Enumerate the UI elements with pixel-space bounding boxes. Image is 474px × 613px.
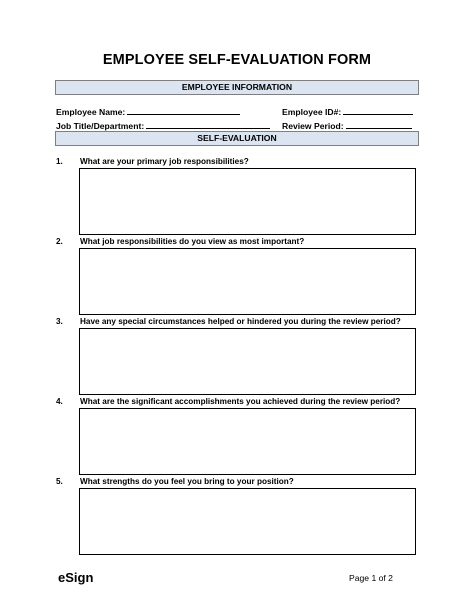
review-period-input-line[interactable]	[346, 119, 412, 129]
question-2-answer-box[interactable]	[79, 248, 416, 315]
question-1-text: What are your primary job responsibilities?	[80, 157, 249, 166]
question-5-number: 5.	[56, 477, 63, 486]
job-title-input-line[interactable]	[146, 119, 270, 129]
question-5-text: What strengths do you feel you bring to your position?	[80, 477, 294, 486]
employee-id-label: Employee ID#:	[282, 107, 342, 117]
review-period-field[interactable]	[282, 119, 412, 131]
employee-name-input-line[interactable]	[127, 105, 240, 115]
question-1-answer-box[interactable]	[79, 168, 416, 235]
question-3-answer-box[interactable]	[79, 328, 416, 395]
employee-name-field[interactable]	[56, 105, 240, 117]
job-title-label: Job Title/Department:	[56, 121, 145, 131]
question-4-number: 4.	[56, 397, 63, 406]
page-number: Page 1 of 2	[349, 573, 393, 583]
question-4-answer-box[interactable]	[79, 408, 416, 475]
employee-id-input-line[interactable]	[343, 105, 413, 115]
employee-id-field[interactable]	[282, 105, 413, 117]
employee-name-label: Employee Name:	[56, 107, 126, 117]
employee-information-header: EMPLOYEE INFORMATION	[55, 80, 419, 95]
esign-logo: eSign	[58, 570, 94, 585]
question-1-number: 1.	[56, 157, 63, 166]
question-4-text: What are the significant accomplishments you achieved during the review period?	[80, 397, 401, 406]
question-3-number: 3.	[56, 317, 63, 326]
question-3-text: Have any special circumstances helped or hindered you during the review period?	[80, 317, 401, 326]
question-2-text: What job responsibilities do you view as most important?	[80, 237, 305, 246]
review-period-label: Review Period:	[282, 121, 344, 131]
job-title-field[interactable]	[56, 119, 270, 131]
self-evaluation-header: SELF-EVALUATION	[55, 131, 419, 146]
question-5-answer-box[interactable]	[79, 488, 416, 555]
form-title: EMPLOYEE SELF-EVALUATION FORM	[102, 52, 372, 68]
question-2-number: 2.	[56, 237, 63, 246]
